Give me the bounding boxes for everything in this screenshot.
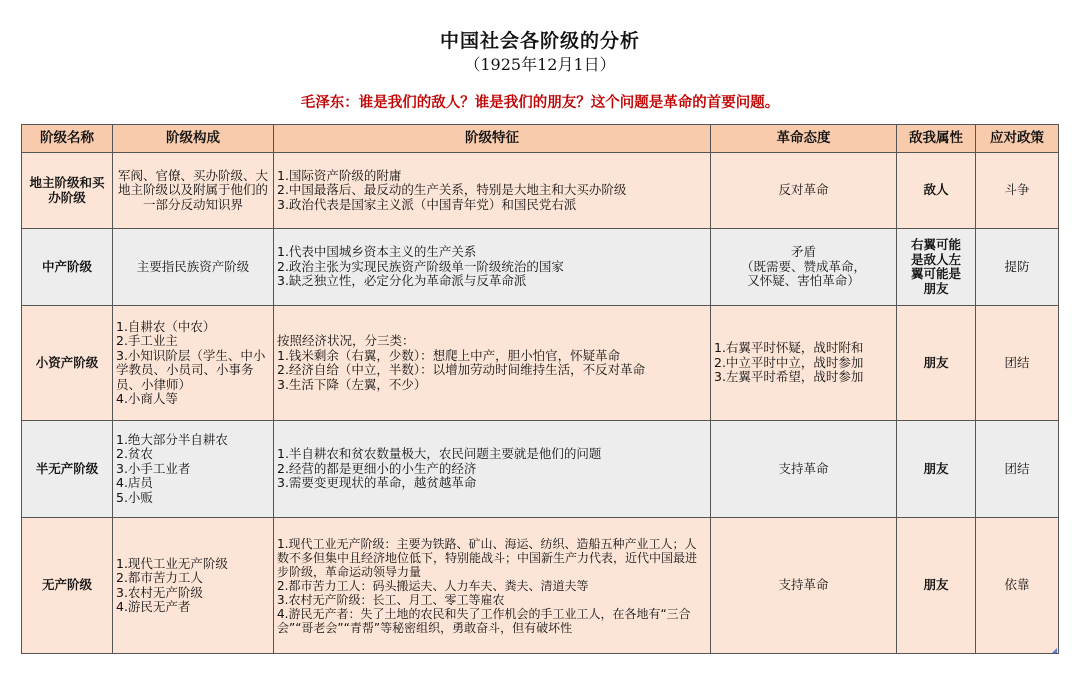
class-policy: 提防 (976, 229, 1059, 306)
resize-corner-icon (1052, 648, 1057, 653)
composition-item: 1.绝大部分半自耕农 (116, 431, 228, 447)
class-features (274, 421, 711, 518)
class-features (274, 518, 711, 654)
class-attitude (711, 306, 897, 421)
feature-line: 1.代表中国城乡资本主义的生产关系 (277, 244, 477, 260)
feature-line: 1.国际资产阶级的附庸 (277, 167, 402, 183)
col-header-attribute: 敌我属性 (897, 125, 976, 153)
class-attitude (711, 153, 897, 229)
class-attribute: 朋友 (897, 518, 976, 654)
class-analysis-table (21, 124, 1059, 654)
composition-item: 4.小商人等 (116, 391, 178, 406)
class-name (22, 153, 113, 229)
class-features (274, 229, 711, 306)
composition-item: 5.小贩 (116, 489, 153, 505)
class-policy: 团结 (976, 421, 1059, 518)
col-header-features: 阶级特征 (274, 125, 711, 153)
composition-item: 4.店员 (116, 475, 153, 491)
composition-item: 1.自耕农（中农） (116, 318, 216, 334)
composition-item: 2.贫农 (116, 446, 153, 462)
feature-line: 1.现代工业无产阶级：主要为铁路、矿山、海运、纺织、造船五种产业工人；人数不多但集中且经济地位低下，特别能战斗；中国新生产力代表，近代中国最进步阶级，革命运动领导力量 (277, 536, 698, 579)
mao-quote: 毛泽东：谁是我们的敌人？谁是我们的朋友？这个问题是革命的首要问题。 (300, 94, 780, 111)
class-attribute: 朋友 (897, 421, 976, 518)
attitude-line: 支持革命 (778, 460, 829, 476)
class-name: 无产阶级 (22, 518, 113, 654)
composition-item: 1.现代工业无产阶级 (116, 555, 228, 571)
class-attribute: 敌人 (897, 153, 976, 229)
attitude-line: 又怀疑、害怕革命） (747, 273, 860, 289)
class-policy: 依靠 (976, 518, 1059, 654)
composition-item: 3.小手工业者 (116, 460, 191, 476)
table-row-landlord (22, 153, 1059, 229)
feature-line: 3.需要变更现状的革命，越贫越革命 (277, 475, 477, 491)
attitude-line: 1.右翼平时怀疑，战时附和 (714, 340, 864, 356)
class-policy: 斗争 (976, 153, 1059, 229)
table-row-semi-proletariat (22, 421, 1059, 518)
class-composition: 主要指民族资产阶级 (113, 229, 274, 306)
class-name: 中产阶级 (22, 229, 113, 306)
class-composition (113, 421, 274, 518)
class-policy: 团结 (976, 306, 1059, 421)
composition-text: 军阀、官僚、买办阶级、大地主阶级以及附属于他们的一部分反动知识界 (117, 167, 268, 212)
attribute-text: 右翼可能是敌人左翼可能是朋友 (910, 237, 961, 296)
header-row (22, 125, 1059, 153)
attitude-line: 2.中立平时中立，战时参加 (714, 354, 864, 370)
attitude-line: 3.左翼平时希望，战时参加 (714, 369, 864, 385)
class-attribute (897, 229, 976, 306)
feature-line: 2.政治主张为实现民族资产阶级单一阶级统治的国家 (277, 258, 564, 274)
class-features (274, 306, 711, 421)
class-attitude (711, 229, 897, 306)
class-attribute: 朋友 (897, 306, 976, 421)
composition-item: 2.手工业主 (116, 333, 178, 348)
feature-line: 3.农村无产阶级：长工、月工、零工等雇农 (277, 592, 505, 607)
page-title: 中国社会各阶级的分析 (439, 30, 640, 52)
feature-line: 4.游民无产者：失了土地的农民和失了工作机会的手工业工人，在各地有“三合会”“哥老会”“青帮”等秘密组织，勇敢奋斗，但有破坏性 (277, 606, 691, 635)
composition-item: 2.都市苦力工人 (116, 570, 203, 585)
feature-line: 2.经营的都是更细小的小生产的经济 (277, 460, 477, 476)
class-attitude (711, 421, 897, 518)
page-date: （1925年12月1日） (464, 55, 616, 74)
composition-item: 4.游民无产者 (116, 599, 191, 614)
attitude-line: （既需要、赞成革命， (740, 258, 866, 274)
class-composition (113, 153, 274, 229)
composition-item: 3.小知识阶层（学生、中小学教员、小员司、小事务员、小律师） (116, 347, 266, 392)
attitude-line: 支持革命 (778, 577, 829, 593)
table-row-proletariat (22, 518, 1059, 654)
class-attitude (711, 518, 897, 654)
feature-line: 按照经济状况，分三类： (277, 333, 415, 348)
class-name: 半无产阶级 (22, 421, 113, 518)
feature-line: 1.钱米剩余（右翼，少数）：想爬上中产，胆小怕官，怀疑革命 (277, 347, 621, 363)
class-composition (113, 306, 274, 421)
feature-line: 1.半自耕农和贫农数量极大，农民问题主要就是他们的问题 (277, 446, 602, 462)
col-header-composition: 阶级构成 (113, 125, 274, 153)
class-name-text: 地主阶级和买办阶级 (29, 175, 105, 205)
col-header-attitude: 革命态度 (711, 125, 897, 153)
composition-item: 3.农村无产阶级 (116, 584, 203, 600)
attitude-line: 矛盾 (790, 244, 816, 260)
table-row-middle (22, 229, 1059, 306)
feature-line: 2.经济自给（中立，半数）：以增加劳动时间维持生活，不反对革命 (277, 362, 646, 377)
feature-line: 3.政治代表是国家主义派（中国青年党）和国民党右派 (277, 196, 577, 212)
class-name: 小资产阶级 (22, 306, 113, 421)
feature-line: 3.生活下降（左翼，不少） (277, 376, 427, 392)
col-header-name: 阶级名称 (22, 125, 113, 153)
feature-line: 2.都市苦力工人：码头搬运夫、人力车夫、粪夫、清道夫等 (277, 578, 589, 593)
class-composition (113, 518, 274, 654)
feature-line: 3.缺乏独立性，必定分化为革命派与反革命派 (277, 273, 527, 289)
col-header-policy: 应对政策 (976, 125, 1059, 153)
table-row-petty-bourgeoisie (22, 306, 1059, 421)
class-features (274, 153, 711, 229)
attitude-line: 反对革命 (778, 182, 829, 198)
feature-line: 2.中国最落后、最反动的生产关系，特别是大地主和大买办阶级 (277, 182, 627, 198)
